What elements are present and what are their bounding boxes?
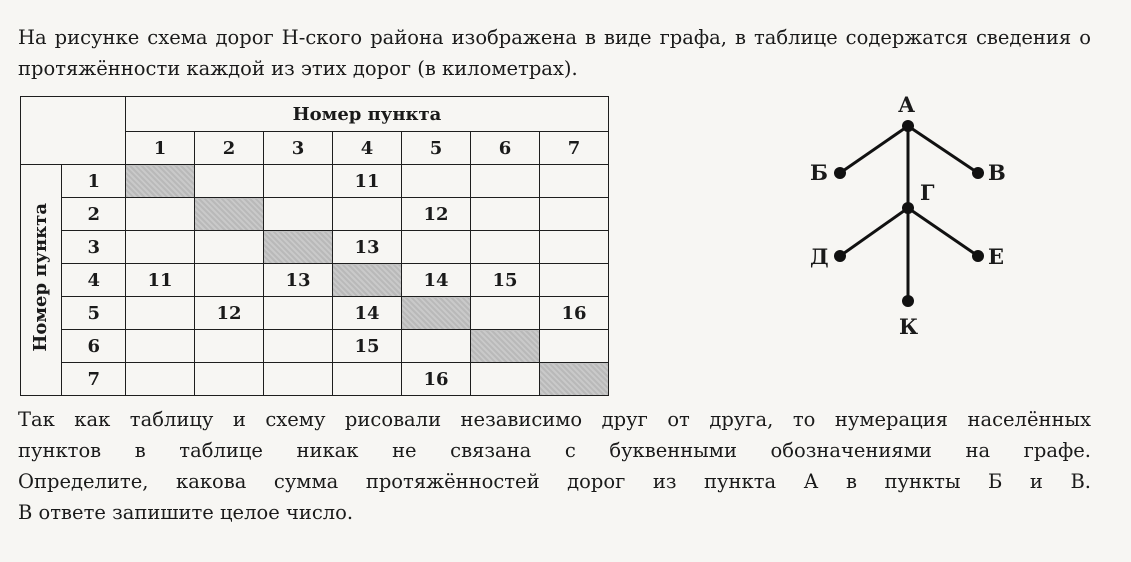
road-graph [790,88,1050,358]
table-cell [126,330,195,363]
diagonal-cell [264,231,333,264]
label-b: Б [810,160,828,185]
row-number: 5 [61,297,125,330]
diagonal-cell [126,165,195,198]
intro-text: На рисунке схема дорог Н-ского района изображена в виде графа, в таблице содержатся сведения о протяжённости каждой из этих дорог (в километрах). [18,26,1091,80]
table-cell [195,363,264,396]
node-d [834,250,846,262]
distance-table [20,96,609,396]
table-cell [471,297,540,330]
table-cell: 15 [333,330,402,363]
table-cell: 16 [540,297,609,330]
column-number: 3 [264,132,333,165]
table-cell [471,363,540,396]
table-cell [402,231,471,264]
table-cell: 14 [333,297,402,330]
diagonal-cell [471,330,540,363]
edge-g-d [840,208,908,256]
table-cell: 11 [333,165,402,198]
table-cell [540,330,609,363]
row-number: 4 [61,264,125,297]
table-cell [264,198,333,231]
table-cell [126,297,195,330]
question-line: пунктов в таблице никак не связана с буквенными обозначениями на графе. [18,439,1091,462]
table-cell [195,264,264,297]
question-line: Определите, какова сумма протяжённостей дорог из пункта А в пункты Б и В. [18,470,1091,493]
column-header: Номер пункта [126,97,609,132]
table-cell [333,198,402,231]
table-cell [540,165,609,198]
table-cell [264,330,333,363]
table-row [21,231,609,264]
label-v: В [988,160,1006,185]
node-v [972,167,984,179]
diagonal-cell [333,264,402,297]
label-d: Д [810,244,829,269]
table-cell: 13 [264,264,333,297]
edge-a-b [840,126,908,173]
label-k: К [899,314,919,339]
table-row [21,297,609,330]
table-cell: 12 [195,297,264,330]
node-e [972,250,984,262]
node-k [902,295,914,307]
row-number: 6 [61,330,125,363]
row-number: 7 [61,363,125,396]
table-row [21,198,609,231]
node-a [902,120,914,132]
table-cell [195,330,264,363]
table-row [21,165,609,198]
table-header-row [21,97,609,132]
question-line: Так как таблицу и схему рисовали независимо друг от друга, то нумерация населённых [18,408,1091,431]
question-line: В ответе запишите целое число. [18,501,354,524]
table-cell [471,231,540,264]
table-cell: 11 [126,264,195,297]
label-a: А [898,92,916,117]
node-g [902,202,914,214]
table-cell [195,231,264,264]
column-number: 1 [126,132,195,165]
edge-a-v [908,126,978,173]
table-cell [540,231,609,264]
table-cell [402,330,471,363]
edge-g-e [908,208,978,256]
table-cell [126,363,195,396]
diagonal-cell [402,297,471,330]
label-e: Е [988,244,1005,269]
column-number: 7 [540,132,609,165]
table-cell [264,363,333,396]
column-number: 6 [471,132,540,165]
table-cell [402,165,471,198]
column-number: 5 [402,132,471,165]
table-cell [471,198,540,231]
table-cell [333,363,402,396]
table-cell [195,165,264,198]
table-row [21,264,609,297]
table-cell [126,231,195,264]
row-header [21,165,62,396]
label-g: Г [920,180,935,205]
table-cell [540,264,609,297]
table-cell: 13 [333,231,402,264]
table-cell: 14 [402,264,471,297]
diagonal-cell [540,363,609,396]
table-cell [264,297,333,330]
table-cell [264,165,333,198]
table-cell: 12 [402,198,471,231]
table-cell: 15 [471,264,540,297]
row-number: 2 [61,198,125,231]
row-header-label: Номер пункта [30,203,52,352]
table-corner [21,97,126,165]
table-row [21,363,609,396]
table-cell: 16 [402,363,471,396]
table-cell [540,198,609,231]
row-number: 1 [61,165,125,198]
column-number: 4 [333,132,402,165]
table-cell [471,165,540,198]
diagonal-cell [195,198,264,231]
row-number: 3 [61,231,125,264]
question-text [18,404,1091,528]
column-number: 2 [195,132,264,165]
table-cell [126,198,195,231]
table-row [21,330,609,363]
node-b [834,167,846,179]
